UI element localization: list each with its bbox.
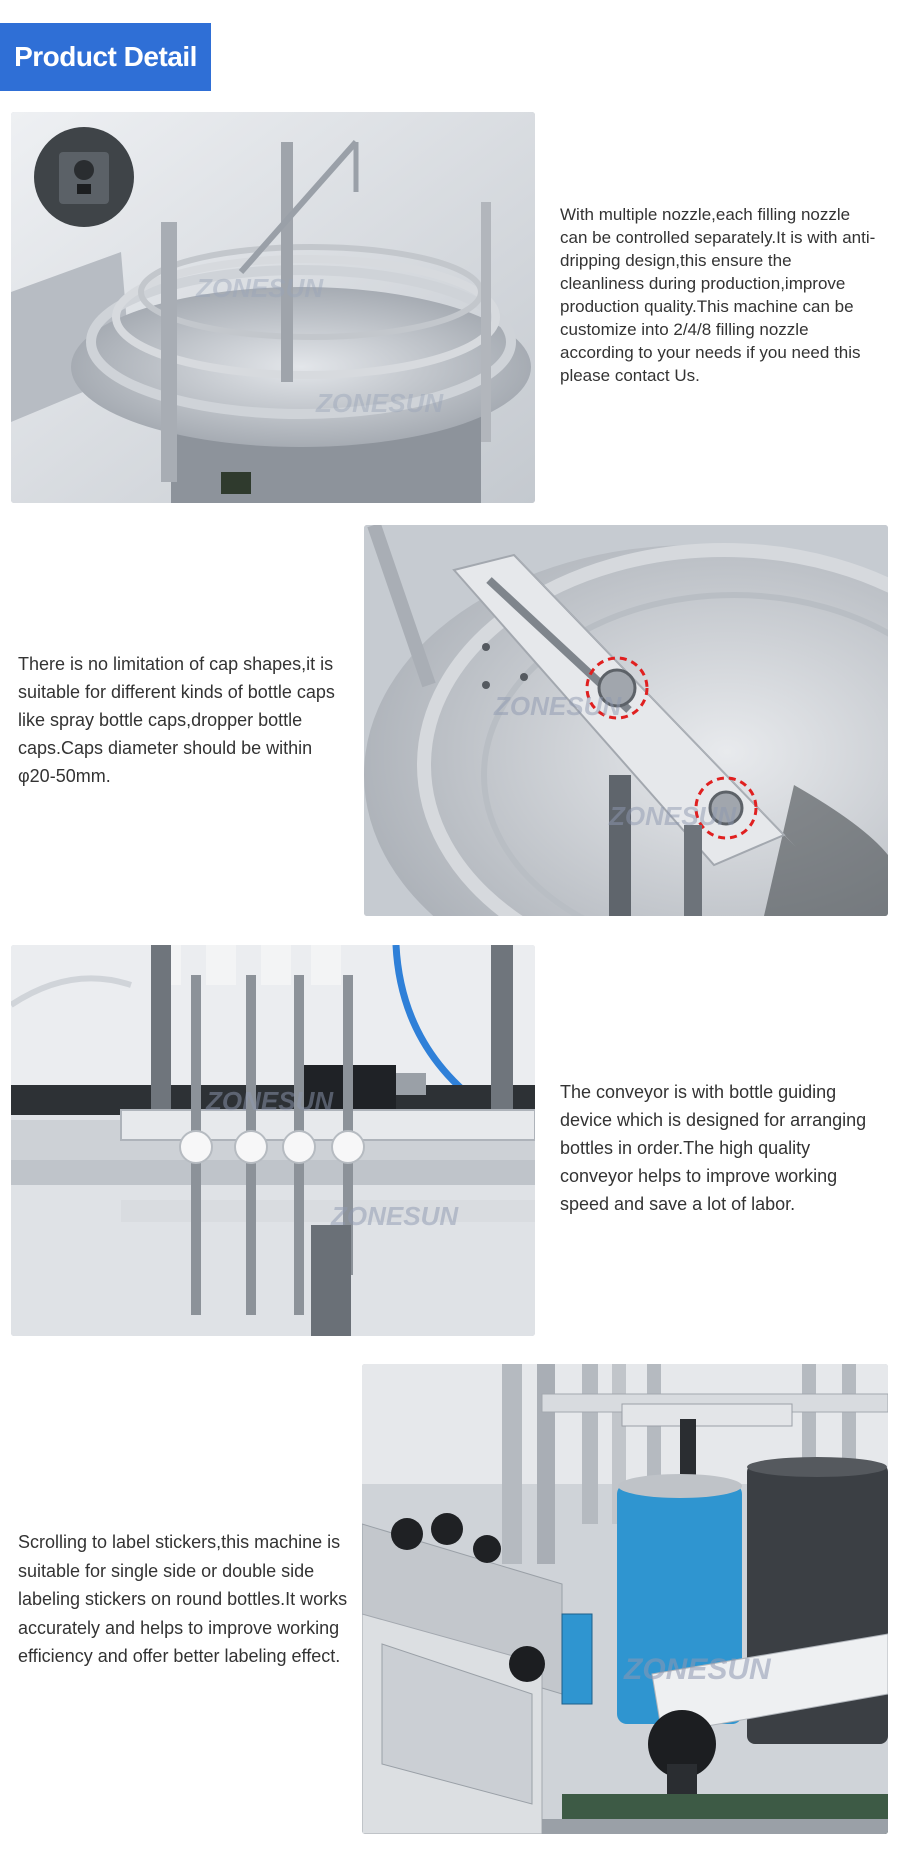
conveyor-photo [11, 945, 535, 1336]
watermark-text: ZONESUN [331, 1201, 459, 1231]
turntable-photo [11, 112, 535, 503]
cap-guide-illustration [364, 525, 888, 916]
cap-guide-photo [364, 525, 888, 916]
section-description: With multiple nozzle,each filling nozzle can be controlled separately.It is with anti-dripping design,this ensure the cleanliness during production,improve production quality.This machine can be customize into 2/4/8 filling nozzle according to your needs if you need this please contact Us. [560, 205, 876, 385]
watermark-text: ZONESUN [196, 273, 324, 303]
section-description: The conveyor is with bottle guiding device which is designed for arranging bottles in order.The high quality conveyor helps to improve working speed and save a lot of labor. [560, 1082, 867, 1214]
product-detail-banner [0, 23, 211, 91]
labeling-photo [362, 1364, 888, 1834]
labeling-illustration [362, 1364, 888, 1834]
watermark-text: ZONESUN [206, 1086, 334, 1116]
page-title: Product Detail [14, 41, 197, 72]
turntable-illustration [11, 112, 535, 503]
watermark-text: ZONESUN [494, 691, 622, 721]
watermark-text: ZONESUN [624, 1653, 771, 1686]
section-description: Scrolling to label stickers,this machine is suitable for single side or double side labeling stickers on round bottles.It works accurately and helps to improve working efficiency and offer better labeling effect. [18, 1532, 348, 1666]
conveyor-illustration [11, 945, 535, 1336]
watermark-text: ZONESUN [609, 801, 737, 831]
section-description: There is no limitation of cap shapes,it is suitable for different kinds of bottle caps like spray bottle caps,dropper bottle caps.Caps diameter should be within φ20-50mm. [18, 654, 335, 786]
watermark-text: ZONESUN [316, 388, 444, 418]
